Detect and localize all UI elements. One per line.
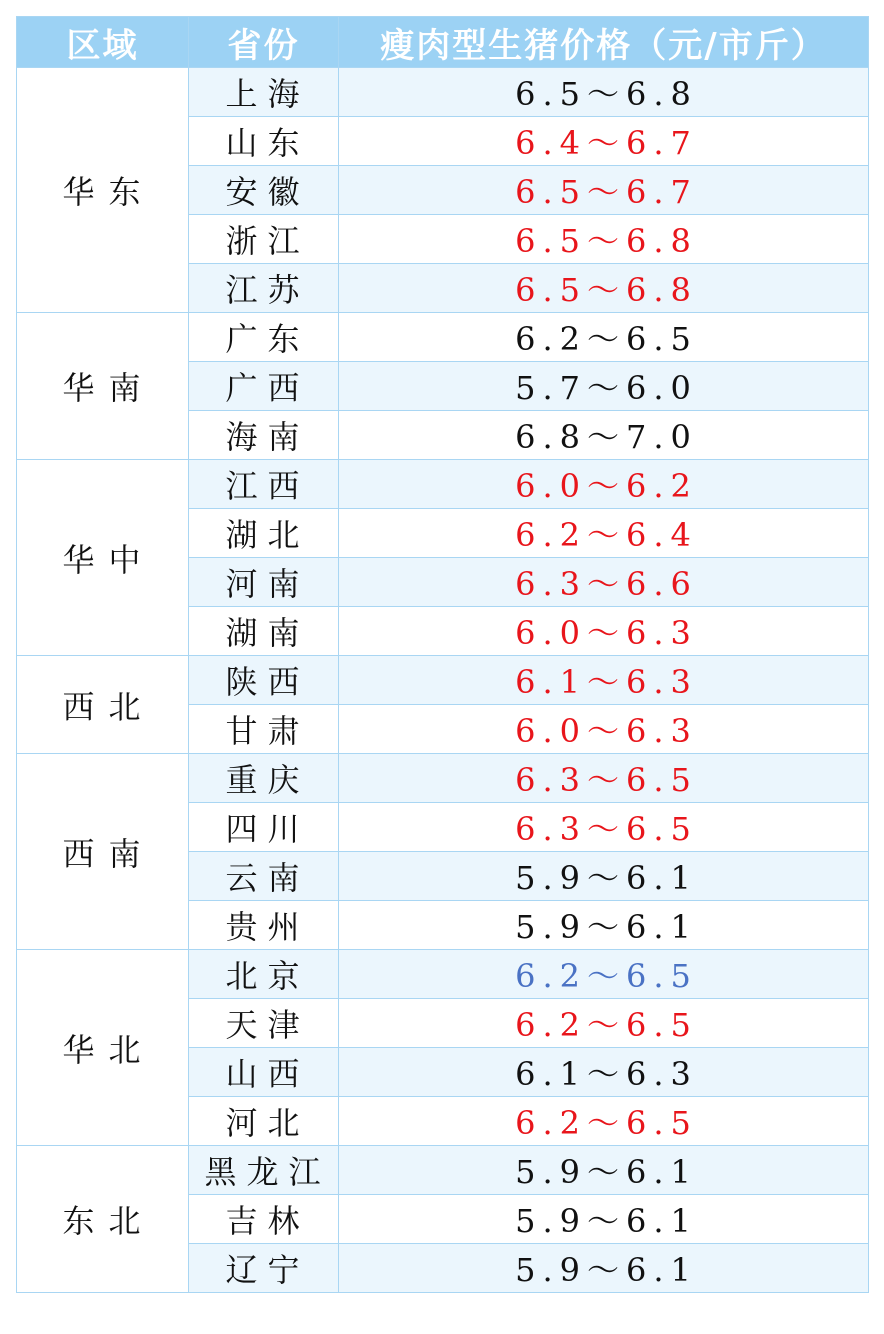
province-cell: 云南 (189, 852, 339, 901)
price-cell: 6.4～6.7 (339, 117, 869, 166)
province-cell: 甘肃 (189, 705, 339, 754)
price-cell: 5.9～6.1 (339, 852, 869, 901)
region-cell: 西北 (17, 656, 189, 754)
region-cell: 华北 (17, 950, 189, 1146)
province-cell: 北京 (189, 950, 339, 999)
price-cell: 6.2～6.4 (339, 509, 869, 558)
price-cell: 6.5～6.8 (339, 215, 869, 264)
region-cell: 西南 (17, 754, 189, 950)
province-cell: 辽宁 (189, 1244, 339, 1293)
province-cell: 海南 (189, 411, 339, 460)
header-price: 瘦肉型生猪价格（元/市斤） (339, 17, 869, 68)
price-cell: 6.2～6.5 (339, 313, 869, 362)
region-cell: 华中 (17, 460, 189, 656)
price-cell: 6.1～6.3 (339, 1048, 869, 1097)
province-cell: 湖南 (189, 607, 339, 656)
province-cell: 广东 (189, 313, 339, 362)
header-row (17, 17, 869, 68)
price-cell: 6.8～7.0 (339, 411, 869, 460)
price-table (16, 16, 869, 1293)
price-cell: 6.2～6.5 (339, 1097, 869, 1146)
price-cell: 6.0～6.3 (339, 607, 869, 656)
price-cell: 6.5～6.7 (339, 166, 869, 215)
province-cell: 浙江 (189, 215, 339, 264)
price-cell: 6.5～6.8 (339, 68, 869, 117)
table-row (17, 950, 869, 999)
province-cell: 上海 (189, 68, 339, 117)
price-cell: 6.0～6.3 (339, 705, 869, 754)
price-cell: 5.9～6.1 (339, 901, 869, 950)
province-cell: 贵州 (189, 901, 339, 950)
price-cell: 5.9～6.1 (339, 1195, 869, 1244)
province-cell: 安徽 (189, 166, 339, 215)
price-cell: 6.3～6.5 (339, 754, 869, 803)
province-cell: 四川 (189, 803, 339, 852)
province-cell: 河北 (189, 1097, 339, 1146)
province-cell: 湖北 (189, 509, 339, 558)
price-cell: 6.1～6.3 (339, 656, 869, 705)
table-body (17, 68, 869, 1293)
province-cell: 河南 (189, 558, 339, 607)
price-cell: 5.9～6.1 (339, 1244, 869, 1293)
province-cell: 广西 (189, 362, 339, 411)
province-cell: 江苏 (189, 264, 339, 313)
header-province: 省份 (189, 17, 339, 68)
header-region: 区域 (17, 17, 189, 68)
price-cell: 6.3～6.6 (339, 558, 869, 607)
price-cell: 6.2～6.5 (339, 999, 869, 1048)
province-cell: 黑龙江 (189, 1146, 339, 1195)
price-cell: 5.9～6.1 (339, 1146, 869, 1195)
province-cell: 天津 (189, 999, 339, 1048)
province-cell: 山东 (189, 117, 339, 166)
table-row (17, 1146, 869, 1195)
price-cell: 6.5～6.8 (339, 264, 869, 313)
province-cell: 陕西 (189, 656, 339, 705)
region-cell: 华南 (17, 313, 189, 460)
price-cell: 5.7～6.0 (339, 362, 869, 411)
table-row (17, 313, 869, 362)
province-cell: 江西 (189, 460, 339, 509)
province-cell: 重庆 (189, 754, 339, 803)
price-cell: 6.2～6.5 (339, 950, 869, 999)
region-cell: 华东 (17, 68, 189, 313)
price-cell: 6.0～6.2 (339, 460, 869, 509)
price-cell: 6.3～6.5 (339, 803, 869, 852)
province-cell: 山西 (189, 1048, 339, 1097)
table-row (17, 68, 869, 117)
province-cell: 吉林 (189, 1195, 339, 1244)
table-row (17, 656, 869, 705)
table-row (17, 754, 869, 803)
table-row (17, 460, 869, 509)
region-cell: 东北 (17, 1146, 189, 1293)
